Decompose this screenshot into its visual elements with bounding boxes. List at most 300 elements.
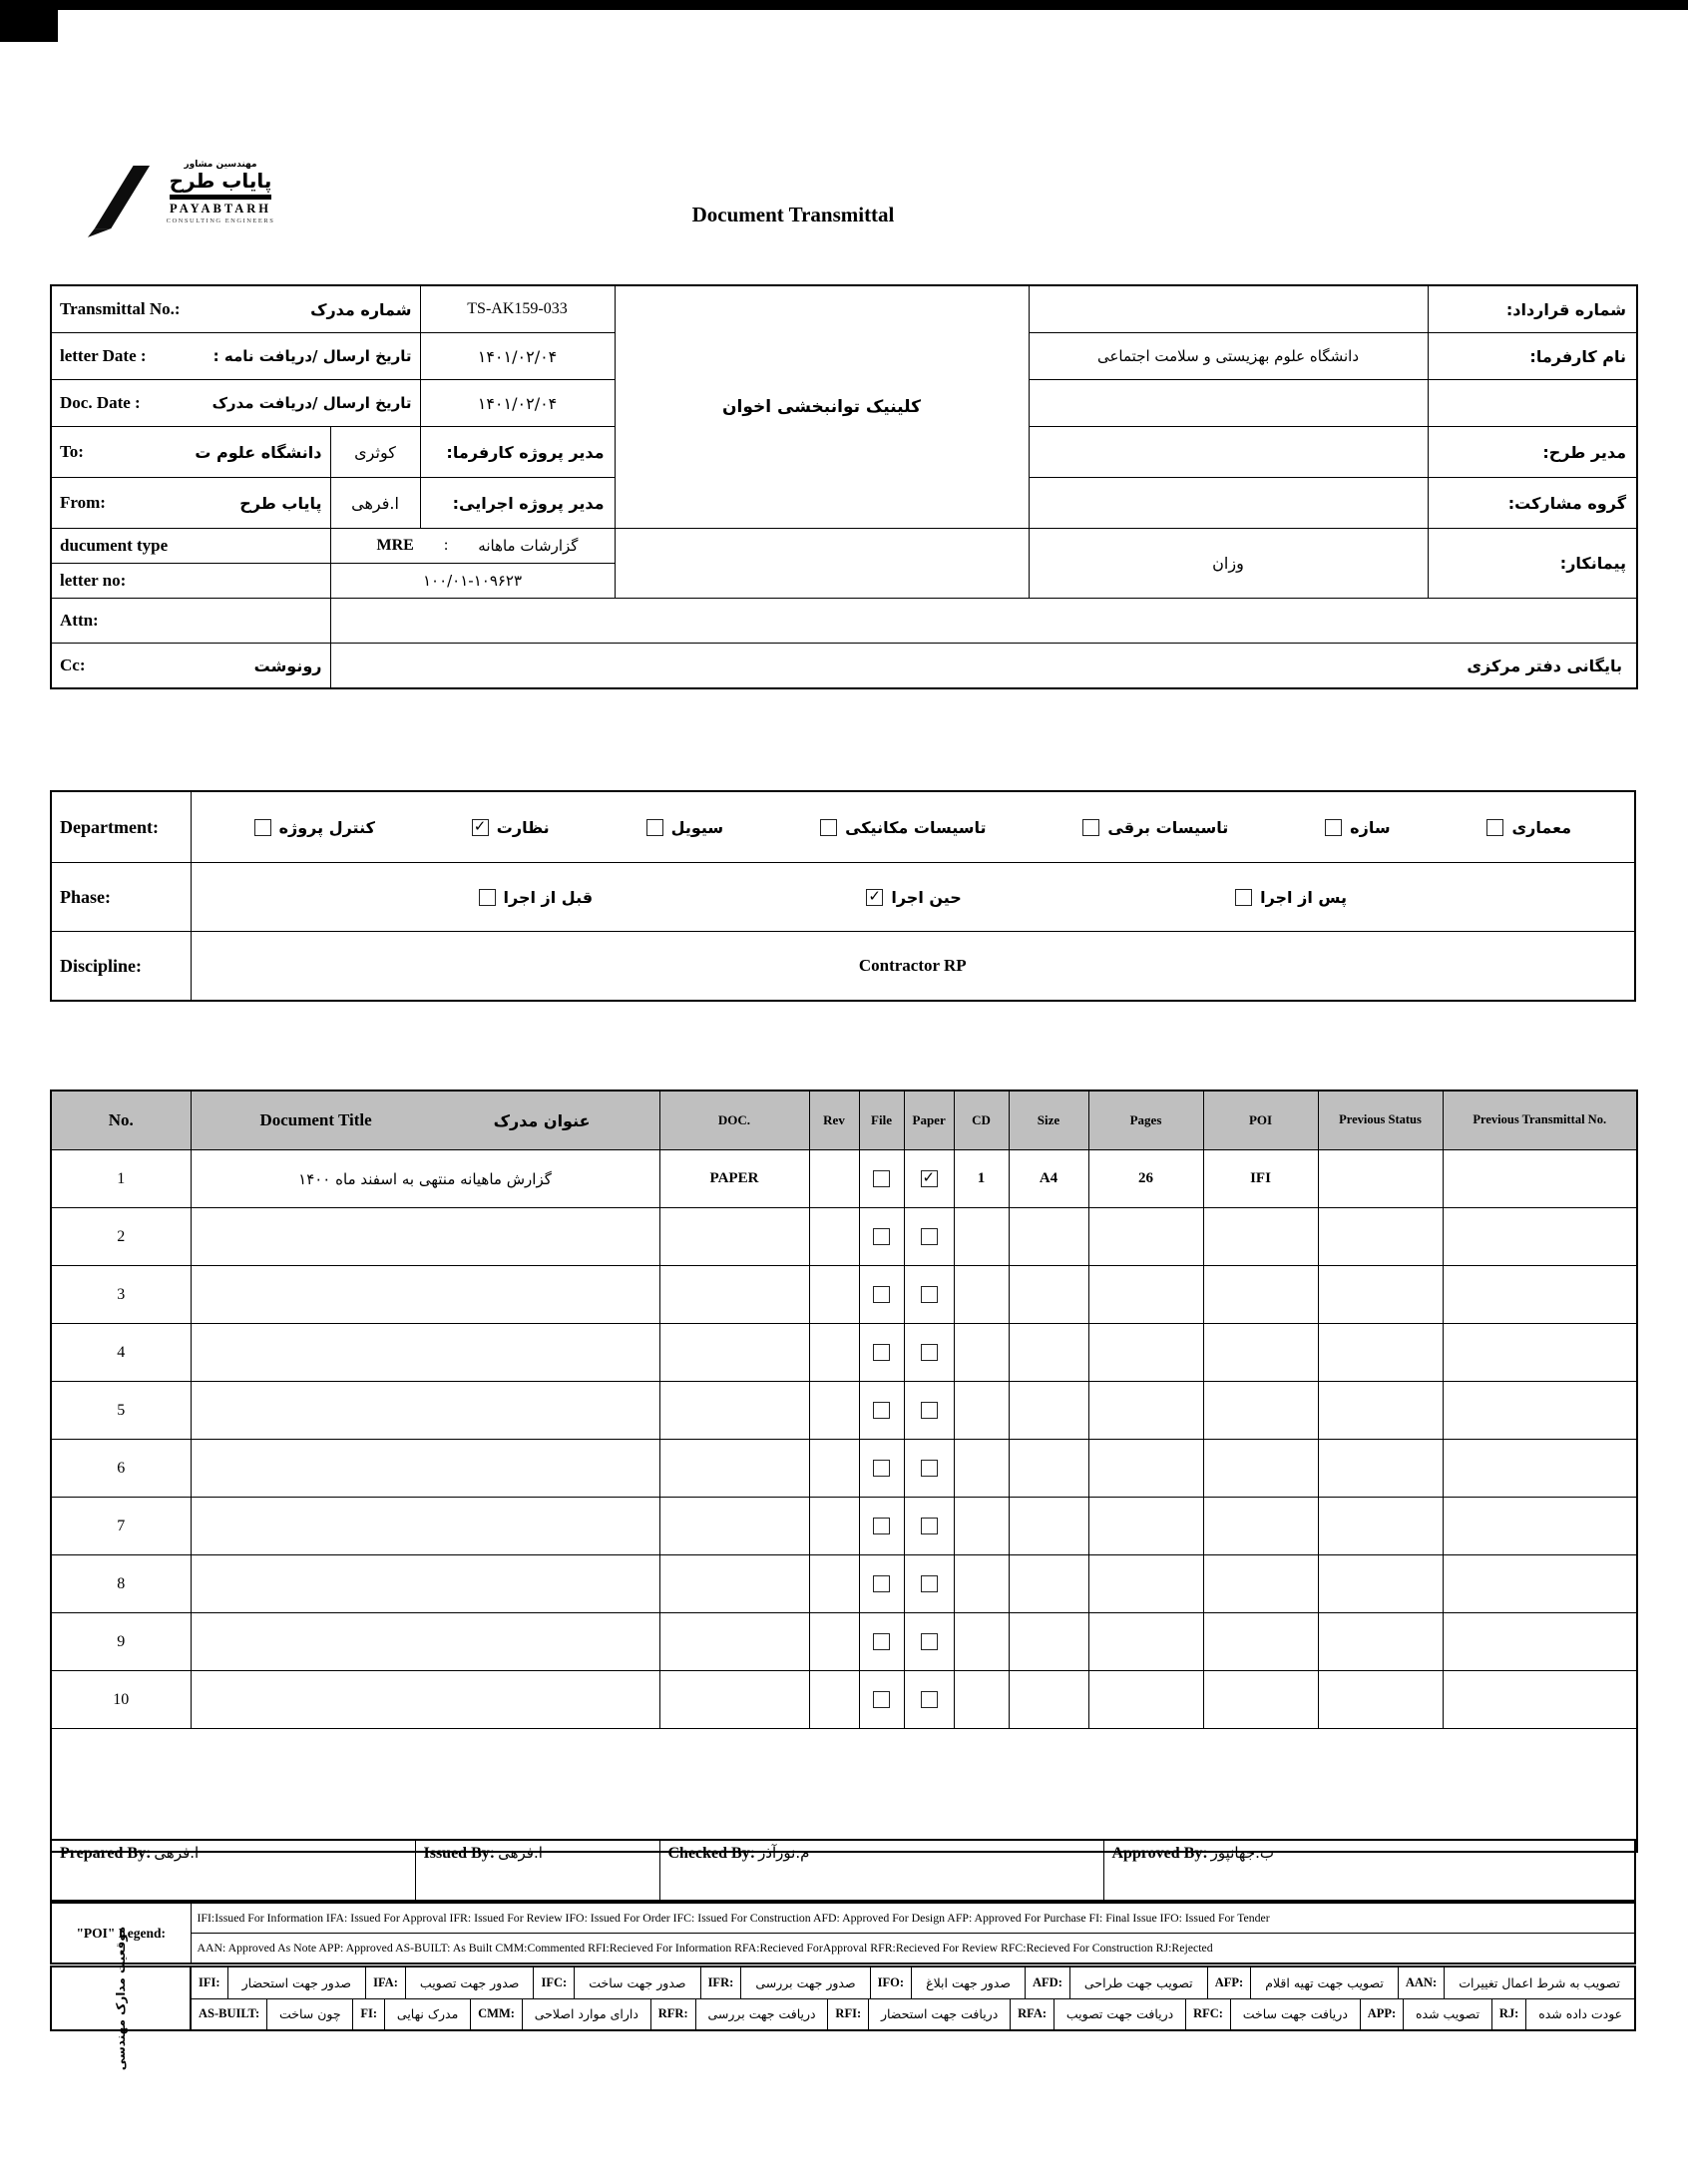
phase-option-label: قبل از اجرا [503,887,594,907]
department-option-label: تاسیسات مکانیکی [845,817,987,837]
department-checkbox[interactable] [1325,819,1342,836]
department-option-label: سیویل [670,817,724,837]
file-checkbox[interactable] [873,1402,890,1419]
doc-type-value-cell [330,529,615,564]
fa-legend-code: RJ: [1491,1999,1526,2030]
signature-cell [51,1840,415,1901]
fa-legend-entry [1025,1967,1207,1998]
row-poi [1203,1266,1318,1324]
fa-legend-desc: مدرک نهایی [396,2006,459,2022]
fa-legend-desc: دارای موارد اصلاحی [534,2006,638,2022]
row-size: A4 [1009,1150,1088,1208]
phase-checkbox[interactable] [866,889,883,906]
client-pm-name: کوثری [330,427,420,478]
letter-date-label-en: letter Date : [60,346,147,365]
col-header-doc: DOC. [659,1091,809,1150]
row-prev-status [1318,1671,1443,1729]
department-checkbox[interactable] [646,819,663,836]
doc-date-label-en: Doc. Date : [60,393,141,412]
row-rev [809,1498,859,1555]
row-cd [954,1440,1009,1498]
fa-legend-entry [650,1999,828,2030]
row-cd [954,1498,1009,1555]
row-no: 6 [51,1440,191,1498]
from-label: From: [60,493,106,512]
file-checkbox[interactable] [873,1518,890,1534]
doc-date-label-cell [51,380,420,427]
fa-legend-row2 [191,1998,1634,2030]
design-manager-label: مدیر طرح: [1428,427,1637,478]
fa-legend-desc: تصویب جهت تهیه اقلام [1265,1974,1384,1990]
row-rev [809,1382,859,1440]
fa-legend-code: CMM: [470,1999,523,2030]
col-header-file: File [859,1091,904,1150]
discipline-label: Discipline: [51,932,191,1002]
fa-legend-desc: تصویب جهت طراحی [1083,1974,1193,1990]
paper-checkbox[interactable] [921,1633,938,1650]
contract-no-label: شماره قرارداد: [1428,285,1637,333]
row-prev-status [1318,1208,1443,1266]
row-file-cell [859,1671,904,1729]
row-cd [954,1324,1009,1382]
row-poi [1203,1324,1318,1382]
row-prev-status [1318,1555,1443,1613]
letter-date-label-cell [51,333,420,380]
row-prev-transmittal [1443,1613,1637,1671]
row-paper-cell [904,1382,954,1440]
row-rev [809,1324,859,1382]
paper-checkbox[interactable] [921,1170,938,1187]
row-prev-transmittal [1443,1555,1637,1613]
fa-legend-entry [700,1967,870,1998]
fa-legend-code: AAN: [1398,1967,1445,1998]
row-title [191,1324,659,1382]
row-no: 9 [51,1613,191,1671]
paper-checkbox[interactable] [921,1460,938,1477]
row-poi [1203,1555,1318,1613]
department-checkbox[interactable] [820,819,837,836]
row-file-cell [859,1382,904,1440]
row-no: 3 [51,1266,191,1324]
row-poi: IFI [1203,1150,1318,1208]
row-pages [1088,1440,1203,1498]
paper-checkbox[interactable] [921,1575,938,1592]
file-checkbox[interactable] [873,1228,890,1245]
attn-value [330,599,1637,644]
fa-legend-code: IFI: [191,1967,228,1998]
fa-legend-code: IFC: [533,1967,575,1998]
department-option [1082,818,1228,837]
client-name-label: نام کارفرما: [1428,333,1637,380]
fa-legend-code: RFR: [650,1999,696,2030]
client-pm-label: مدیر پروژه کارفرما: [420,427,615,478]
file-checkbox[interactable] [873,1286,890,1303]
row-no: 5 [51,1382,191,1440]
file-checkbox[interactable] [873,1575,890,1592]
filler-row [51,1729,1637,1853]
signatures-table [50,1839,1636,1902]
department-option [1325,818,1390,837]
doc-type-fa: گزارشات ماهانه [478,537,579,555]
fa-legend-entry [470,1999,650,2030]
document-row [51,1498,1637,1555]
row-no: 1 [51,1150,191,1208]
row-title [191,1440,659,1498]
row-title [191,1671,659,1729]
row-prev-transmittal [1443,1324,1637,1382]
row-cd: 1 [954,1150,1009,1208]
file-checkbox[interactable] [873,1691,890,1708]
col-header-rev: Rev [809,1091,859,1150]
paper-checkbox[interactable] [921,1344,938,1361]
logo-fa-name: پایاب طرح [169,169,272,193]
department-checkbox[interactable] [1486,819,1503,836]
row-doc-type [659,1440,809,1498]
fa-legend-code: FI: [352,1999,385,2030]
empty-cell [615,529,1029,599]
row-title [191,1613,659,1671]
fa-legend-row1 [191,1967,1634,1998]
fa-legend-entry [1360,1999,1491,2030]
page-title: Document Transmittal [691,203,895,226]
client-name-value: دانشگاه علوم بهزیستی و سلامت اجتماعی [1029,333,1428,380]
department-options [200,792,1627,862]
poi-legend-table [50,1902,1636,1965]
file-checkbox[interactable] [873,1633,890,1650]
row-doc-type [659,1671,809,1729]
col-header-title-fa: عنوان مدرک [493,1110,591,1130]
fa-legend-entry [1207,1967,1398,1998]
row-size [1009,1498,1088,1555]
row-poi [1203,1440,1318,1498]
empty-cell [1029,380,1428,427]
row-file-cell [859,1440,904,1498]
to-label: To: [60,442,84,461]
attn-label: Attn: [60,611,99,630]
document-row [51,1266,1637,1324]
fa-legend-entry [365,1967,533,1998]
row-rev [809,1671,859,1729]
row-paper-cell [904,1266,954,1324]
fa-legend-desc: صدور جهت تصویب [419,1974,520,1990]
col-header-title [191,1091,659,1150]
fa-legend-entry [1491,1999,1634,2030]
row-prev-status [1318,1613,1443,1671]
fa-legend-desc: صدور جهت استحضار [241,1974,352,1990]
row-doc-type [659,1266,809,1324]
phase-option [479,888,594,907]
department-option-label: معماری [1511,817,1571,837]
doc-type-separator: : [443,537,449,554]
row-file-cell [859,1324,904,1382]
fa-legend-entry [533,1967,699,1998]
department-option [254,818,375,837]
row-poi [1203,1382,1318,1440]
letter-no-label: letter no: [60,571,127,590]
fa-legend-entry [1398,1967,1634,1998]
row-prev-transmittal [1443,1266,1637,1324]
paper-checkbox[interactable] [921,1286,938,1303]
row-file-cell [859,1555,904,1613]
exec-pm-name: ا.فرهی [330,478,420,529]
phase-checkbox[interactable] [1235,889,1252,906]
fa-legend-desc: دریافت جهت بررسی [707,2006,816,2022]
col-header-paper: Paper [904,1091,954,1150]
contractor-label: پیمانکار: [1428,529,1637,599]
row-pages [1088,1555,1203,1613]
row-no: 7 [51,1498,191,1555]
attn-label-cell [51,599,330,644]
doc-table-body [51,1150,1637,1729]
row-pages [1088,1671,1203,1729]
file-checkbox[interactable] [873,1460,890,1477]
doc-type-label-cell [51,529,330,564]
fa-legend-desc: چون ساخت [278,2006,341,2022]
poi-legend-label: "POI" Legend: [51,1903,191,1964]
department-checkbox[interactable] [472,819,489,836]
department-option-label: سازه [1350,817,1391,837]
fa-legend-desc: صدور جهت ساخت [589,1974,686,1990]
fa-legend-entry [191,1967,365,1998]
letter-date-value: ۱۴۰۱/۰۲/۰۴ [420,333,615,380]
empty-cell [1029,427,1428,478]
fa-legend-desc: تصویب شده [1416,2006,1480,2022]
phase-option-label: پس از اجرا [1260,887,1347,907]
department-option-label: تاسیسات برقی [1107,817,1229,837]
phase-option [866,888,961,907]
signature-role-label: Approved By: [1111,1845,1208,1862]
fa-legend-code: IFA: [365,1967,406,1998]
paper-checkbox[interactable] [921,1691,938,1708]
row-cd [954,1266,1009,1324]
col-header-cd: CD [954,1091,1009,1150]
empty-cell [1428,380,1637,427]
signature-role-label: Checked By: [667,1845,756,1862]
row-prev-transmittal [1443,1671,1637,1729]
row-doc-type [659,1324,809,1382]
letter-no-label-cell [51,564,330,599]
fa-legend-code: RFC: [1185,1999,1231,2030]
letter-date-label-fa: تاریخ ارسال /دریافت نامه : [212,347,412,365]
col-header-prev-status: Previous Status [1318,1091,1443,1150]
col-header-no: No. [51,1091,191,1150]
row-no: 4 [51,1324,191,1382]
row-size [1009,1440,1088,1498]
row-prev-transmittal [1443,1150,1637,1208]
row-file-cell [859,1266,904,1324]
logo-en-tagline: CONSULTING ENGINEERS [166,218,275,224]
fa-legend-entry [1010,1999,1185,2030]
fa-legend-code: AS-BUILT: [191,1999,267,2030]
row-prev-status [1318,1150,1443,1208]
cc-label-en: Cc: [60,655,86,674]
row-title [191,1498,659,1555]
department-checkbox[interactable] [254,819,271,836]
row-prev-status [1318,1440,1443,1498]
row-prev-transmittal [1443,1208,1637,1266]
document-row [51,1324,1637,1382]
row-poi [1203,1498,1318,1555]
col-header-size: Size [1009,1091,1088,1150]
row-title [191,1266,659,1324]
signature-name: ب.جهانپور [1210,1844,1275,1862]
fa-legend-desc: دریافت جهت استحضار [880,2006,999,2022]
fa-legend-entry [827,1999,1010,2030]
row-size [1009,1208,1088,1266]
row-doc-type [659,1555,809,1613]
cc-label-fa: رونوشت [253,655,322,675]
fa-legend-entry [870,1967,1025,1998]
paper-checkbox[interactable] [921,1402,938,1419]
cc-label-cell [51,644,330,689]
company-logo [85,160,280,239]
signature-role-label: Prepared By: [60,1845,152,1862]
document-row [51,1150,1637,1208]
to-cell [51,427,330,478]
file-checkbox[interactable] [873,1170,890,1187]
to-value: دانشگاه علوم ت [195,442,322,462]
fa-legend-desc: دریافت جهت ساخت [1242,2006,1348,2022]
row-file-cell [859,1613,904,1671]
department-option-label: کنترل پروژه [278,817,375,837]
row-pages [1088,1498,1203,1555]
row-prev-transmittal [1443,1440,1637,1498]
from-value: پایاب طرح [239,493,322,513]
transmittal-info-table [50,284,1638,689]
fa-legend-desc: تصویب به شرط اعمال تغییرات [1459,1974,1620,1990]
phase-option [1235,888,1347,907]
row-pages [1088,1382,1203,1440]
row-prev-status [1318,1498,1443,1555]
department-options-cell [191,791,1635,863]
row-cd [954,1382,1009,1440]
empty-cell [1029,478,1428,529]
document-row [51,1440,1637,1498]
fa-legend-desc: صدور جهت بررسی [755,1974,856,1990]
letter-no-value: ۱۰۰/۰۱-۱۰۹۶۲۳ [330,564,615,599]
document-table [50,1090,1638,1853]
row-cd [954,1613,1009,1671]
row-doc-type: PAPER [659,1150,809,1208]
row-paper-cell [904,1208,954,1266]
doc-type-code: MRE [376,537,414,554]
row-doc-type [659,1613,809,1671]
logo-fa-tagline: مهندسین مشاور [184,160,257,170]
row-pages: 26 [1088,1150,1203,1208]
row-paper-cell [904,1498,954,1555]
row-paper-cell [904,1150,954,1208]
department-checkbox[interactable] [1082,819,1099,836]
signature-name: ا.فرهی [498,1844,543,1862]
department-option [1486,818,1571,837]
doc-type-label: ducument type [60,536,169,555]
contractor-value: وزان [1029,529,1428,599]
poi-legend-line2: AAN: Approved As Note APP: Approved AS-BUILT: As Built CMM:Commented RFI:Recieved For Information RFA:Recieved ForApproval RFR:Recieved For Review RFC:Recieved For Construction RJ:Rejected [191,1934,1635,1965]
row-paper-cell [904,1555,954,1613]
row-prev-transmittal [1443,1498,1637,1555]
row-prev-status [1318,1324,1443,1382]
phase-label: Phase: [51,863,191,932]
row-poi [1203,1671,1318,1729]
row-rev [809,1208,859,1266]
fa-legend-rows [191,1967,1634,2029]
document-row [51,1613,1637,1671]
paper-checkbox[interactable] [921,1228,938,1245]
department-label: Department: [51,791,191,863]
row-rev [809,1555,859,1613]
discipline-value: Contractor RP [191,932,1635,1002]
row-cd [954,1671,1009,1729]
row-size [1009,1671,1088,1729]
doc-date-value: ۱۴۰۱/۰۲/۰۴ [420,380,615,427]
signature-role-label: Issued By: [423,1845,496,1862]
file-checkbox[interactable] [873,1344,890,1361]
row-no: 10 [51,1671,191,1729]
row-file-cell [859,1150,904,1208]
transmittal-no-label-fa: شماره مدرک [310,299,412,319]
row-no: 2 [51,1208,191,1266]
phase-option-label: حین اجرا [891,887,962,907]
row-prev-transmittal [1443,1382,1637,1440]
phase-checkbox[interactable] [479,889,496,906]
transmittal-no-label-en: Transmittal No.: [60,299,181,318]
row-pages [1088,1324,1203,1382]
fa-legend-code: APP: [1360,1999,1404,2030]
signature-cell [659,1840,1103,1901]
project-name: کلینیک توانبخشی اخوان [615,285,1029,529]
row-paper-cell [904,1613,954,1671]
document-row [51,1208,1637,1266]
fa-legend-code: IFR: [700,1967,742,1998]
document-row [51,1555,1637,1613]
department-option [646,818,724,837]
scan-artifact-top-bar [0,0,1688,10]
col-header-title-en: Document Title [259,1110,372,1129]
signature-cell [415,1840,659,1901]
row-rev [809,1266,859,1324]
signature-name: م.نورآذر [758,1844,810,1862]
row-size [1009,1382,1088,1440]
fa-legend-code: AFD: [1025,1967,1070,1998]
signature-name: ا.فرهی [154,1844,200,1862]
col-header-poi: POI [1203,1091,1318,1150]
signatures-row [51,1840,1635,1901]
row-paper-cell [904,1324,954,1382]
col-header-pages: Pages [1088,1091,1203,1150]
row-pages [1088,1613,1203,1671]
paper-checkbox[interactable] [921,1518,938,1534]
fa-legend-desc: عودت داده شده [1538,2006,1623,2022]
row-poi [1203,1613,1318,1671]
row-paper-cell [904,1440,954,1498]
classification-table [50,790,1636,1002]
cc-value: بایگانی دفتر مرکزی [330,644,1637,689]
row-prev-status [1318,1266,1443,1324]
row-size [1009,1613,1088,1671]
transmittal-no-value: TS-AK159-033 [420,285,615,333]
signature-cell [1103,1840,1635,1901]
row-rev [809,1440,859,1498]
row-title [191,1208,659,1266]
row-size [1009,1555,1088,1613]
document-row [51,1382,1637,1440]
scan-artifact-corner [0,0,58,42]
doc-table-header-row [51,1091,1637,1150]
logo-en-name: PAYABTARH [170,195,271,217]
department-option [472,818,550,837]
from-cell [51,478,330,529]
fa-legend-side-label: موقعیت مدارک مهندسی [114,1926,128,2071]
